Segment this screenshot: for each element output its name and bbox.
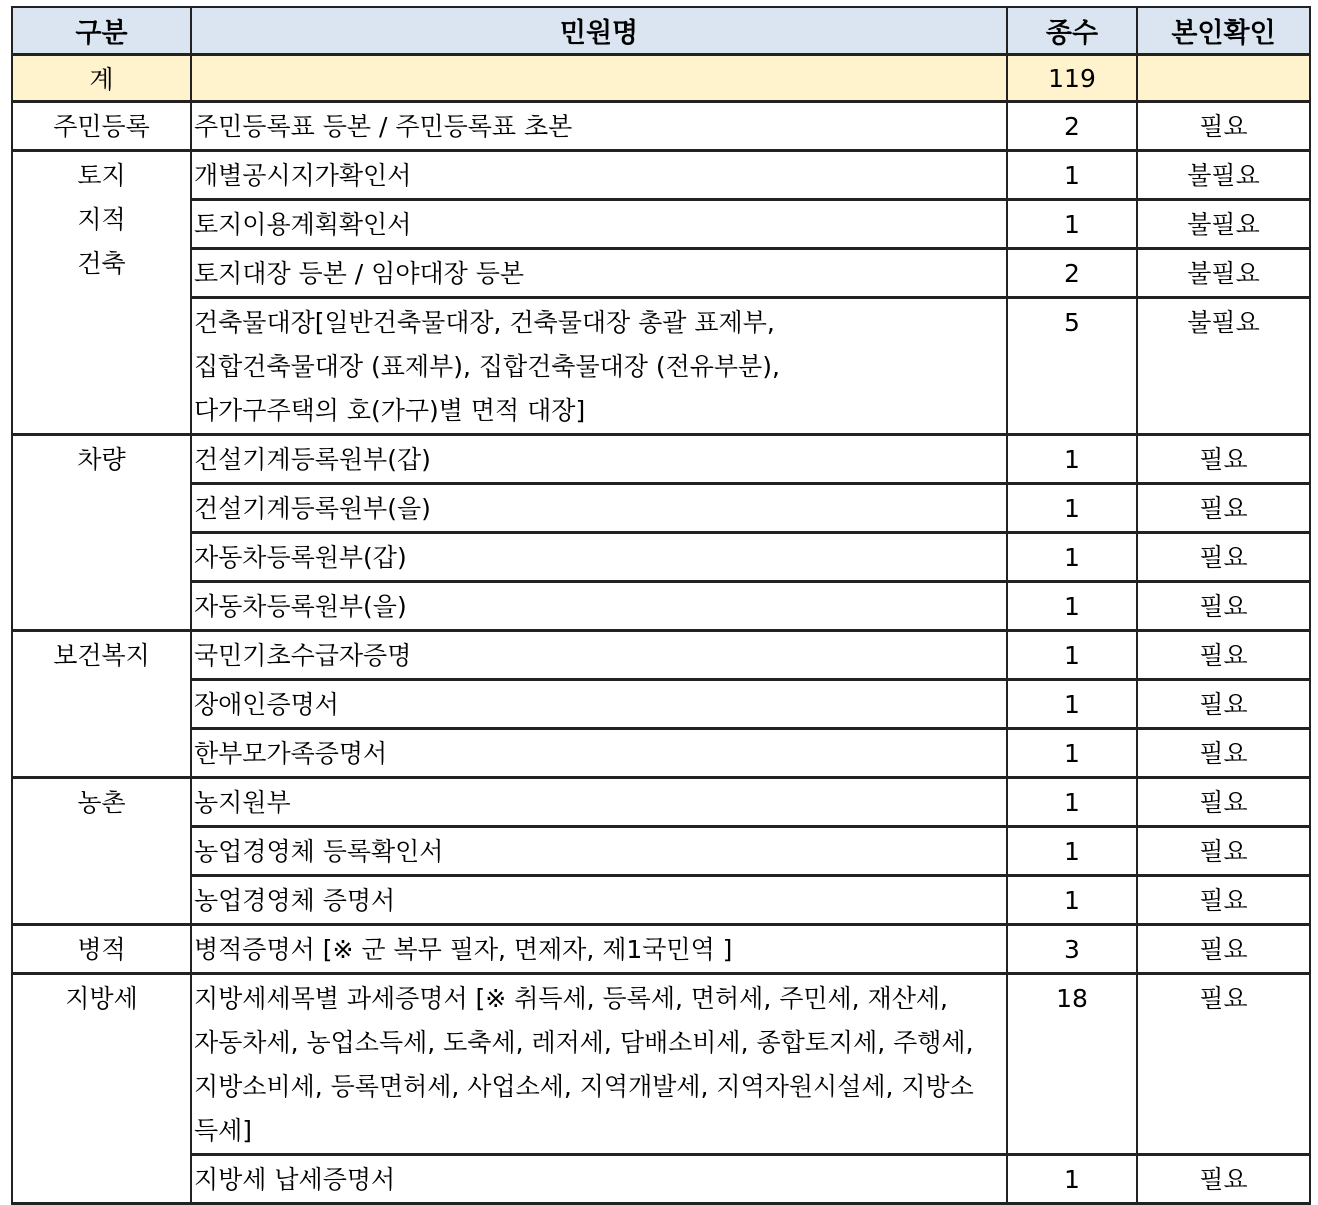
document-name-cell xyxy=(191,729,1007,778)
document-name-cell xyxy=(191,925,1007,974)
document-name-cell xyxy=(191,974,1007,1155)
document-name-cell xyxy=(191,1155,1007,1204)
document-name: 자동차등록원부(갑) xyxy=(194,543,407,572)
count-cell: 3 xyxy=(1007,925,1137,974)
table-row xyxy=(12,435,1310,484)
table-row xyxy=(12,484,1310,533)
document-name-cell xyxy=(191,102,1007,151)
identity-cell: 필요 xyxy=(1137,435,1310,484)
document-name: 토지이용계획확인서 xyxy=(194,210,412,239)
table-row xyxy=(12,102,1310,151)
count-cell: 1 xyxy=(1007,778,1137,827)
table-row xyxy=(12,582,1310,631)
document-name: 지방세세목별 과세증명서 [※ 취득세, 등록세, 면허세, 주민세, 재산세, xyxy=(194,984,948,1013)
category-label: 차량 xyxy=(77,445,126,474)
header-row xyxy=(12,7,1310,55)
category-label: 토지 xyxy=(77,161,126,190)
category-cell xyxy=(12,778,191,925)
document-name-cell xyxy=(191,631,1007,680)
category-label: 농촌 xyxy=(77,788,126,817)
identity-cell: 불필요 xyxy=(1137,151,1310,200)
identity-cell: 필요 xyxy=(1137,925,1310,974)
identity-cell: 필요 xyxy=(1137,680,1310,729)
document-name: 득세] xyxy=(194,1116,253,1145)
document-name: 자동차세, 농업소득세, 도축세, 레저세, 담배소비세, 종합토지세, 주행세, xyxy=(194,1028,974,1057)
count-cell: 1 xyxy=(1007,484,1137,533)
identity-cell: 불필요 xyxy=(1137,298,1310,435)
identity-cell: 필요 xyxy=(1137,1155,1310,1204)
document-name: 농지원부 xyxy=(194,788,291,817)
document-name: 지방세 납세증명서 xyxy=(194,1165,396,1194)
category-label: 지적 xyxy=(77,205,126,234)
identity-cell: 필요 xyxy=(1137,778,1310,827)
count-cell: 1 xyxy=(1007,680,1137,729)
header-category: 구분 xyxy=(12,7,191,55)
identity-cell: 필요 xyxy=(1137,533,1310,582)
category-cell xyxy=(12,974,191,1204)
document-name: 개별공시지가확인서 xyxy=(194,161,412,190)
document-name: 다가구주택의 호(가구)별 면적 대장] xyxy=(194,396,586,425)
table-row xyxy=(12,298,1310,435)
document-name-cell xyxy=(191,582,1007,631)
identity-cell: 필요 xyxy=(1137,974,1310,1155)
table-row xyxy=(12,925,1310,974)
identity-cell: 불필요 xyxy=(1137,249,1310,298)
table-row xyxy=(12,533,1310,582)
header-count: 종수 xyxy=(1007,7,1137,55)
document-name-cell xyxy=(191,298,1007,435)
document-name: 주민등록표 등본 / 주민등록표 초본 xyxy=(194,112,573,141)
identity-cell: 필요 xyxy=(1137,631,1310,680)
table-row xyxy=(12,151,1310,200)
category-label: 지방세 xyxy=(65,984,138,1013)
document-name-cell xyxy=(191,680,1007,729)
count-cell: 1 xyxy=(1007,533,1137,582)
table-row xyxy=(12,974,1310,1155)
category-label: 병적 xyxy=(77,935,126,964)
document-name: 건설기계등록원부(을) xyxy=(194,494,431,523)
document-name: 자동차등록원부(을) xyxy=(194,592,407,621)
total-empty xyxy=(191,55,1007,102)
identity-cell: 필요 xyxy=(1137,102,1310,151)
count-cell: 1 xyxy=(1007,729,1137,778)
category-label: 건축 xyxy=(77,249,126,278)
document-name: 집합건축물대장 (표제부), 집합건축물대장 (전유부분), xyxy=(194,352,780,381)
table-row xyxy=(12,249,1310,298)
identity-cell: 불필요 xyxy=(1137,200,1310,249)
document-name: 병적증명서 [※ 군 복무 필자, 면제자, 제1국민역 ] xyxy=(194,935,733,964)
total-empty-identity xyxy=(1137,55,1310,102)
count-cell: 1 xyxy=(1007,827,1137,876)
document-name: 건설기계등록원부(갑) xyxy=(194,445,431,474)
identity-cell: 필요 xyxy=(1137,729,1310,778)
document-name-cell xyxy=(191,778,1007,827)
document-name-cell xyxy=(191,484,1007,533)
count-cell: 5 xyxy=(1007,298,1137,435)
category-label: 보건복지 xyxy=(53,641,150,670)
table-row xyxy=(12,631,1310,680)
category-cell xyxy=(12,435,191,631)
count-cell: 1 xyxy=(1007,582,1137,631)
document-name: 국민기초수급자증명 xyxy=(194,641,412,670)
identity-cell: 필요 xyxy=(1137,827,1310,876)
header-name: 민원명 xyxy=(191,7,1007,55)
table-row xyxy=(12,729,1310,778)
count-cell: 1 xyxy=(1007,200,1137,249)
document-name-cell xyxy=(191,435,1007,484)
category-label: 주민등록 xyxy=(53,112,150,141)
document-name: 건축물대장[일반건축물대장, 건축물대장 총괄 표제부, xyxy=(194,308,775,337)
header-identity: 본인확인 xyxy=(1137,7,1310,55)
count-cell: 1 xyxy=(1007,876,1137,925)
identity-cell: 필요 xyxy=(1137,582,1310,631)
document-name: 장애인증명서 xyxy=(194,690,339,719)
count-cell: 2 xyxy=(1007,249,1137,298)
document-name-cell xyxy=(191,827,1007,876)
document-name-cell xyxy=(191,200,1007,249)
table-row xyxy=(12,827,1310,876)
category-cell xyxy=(12,151,191,435)
count-cell: 1 xyxy=(1007,631,1137,680)
count-cell: 1 xyxy=(1007,1155,1137,1204)
category-cell xyxy=(12,925,191,974)
document-name: 토지대장 등본 / 임야대장 등본 xyxy=(194,259,525,288)
document-name-cell xyxy=(191,533,1007,582)
table-row xyxy=(12,680,1310,729)
table-row xyxy=(12,1155,1310,1204)
category-cell xyxy=(12,631,191,778)
document-name-cell xyxy=(191,249,1007,298)
table-row xyxy=(12,876,1310,925)
document-name: 지방소비세, 등록면허세, 사업소세, 지역개발세, 지역자원시설세, 지방소 xyxy=(194,1072,974,1101)
total-label: 계 xyxy=(12,55,191,102)
count-cell: 2 xyxy=(1007,102,1137,151)
total-count: 119 xyxy=(1007,55,1137,102)
identity-cell: 필요 xyxy=(1137,484,1310,533)
civil-documents-table xyxy=(11,6,1311,1205)
document-name-cell xyxy=(191,876,1007,925)
table-row xyxy=(12,778,1310,827)
identity-cell: 필요 xyxy=(1137,876,1310,925)
document-name-cell xyxy=(191,151,1007,200)
document-name: 한부모가족증명서 xyxy=(194,739,388,768)
document-name: 농업경영체 증명서 xyxy=(194,886,396,915)
total-row xyxy=(12,55,1310,102)
document-name: 농업경영체 등록확인서 xyxy=(194,837,444,866)
count-cell: 1 xyxy=(1007,151,1137,200)
count-cell: 1 xyxy=(1007,435,1137,484)
category-cell xyxy=(12,102,191,151)
count-cell: 18 xyxy=(1007,974,1137,1155)
table-row xyxy=(12,200,1310,249)
